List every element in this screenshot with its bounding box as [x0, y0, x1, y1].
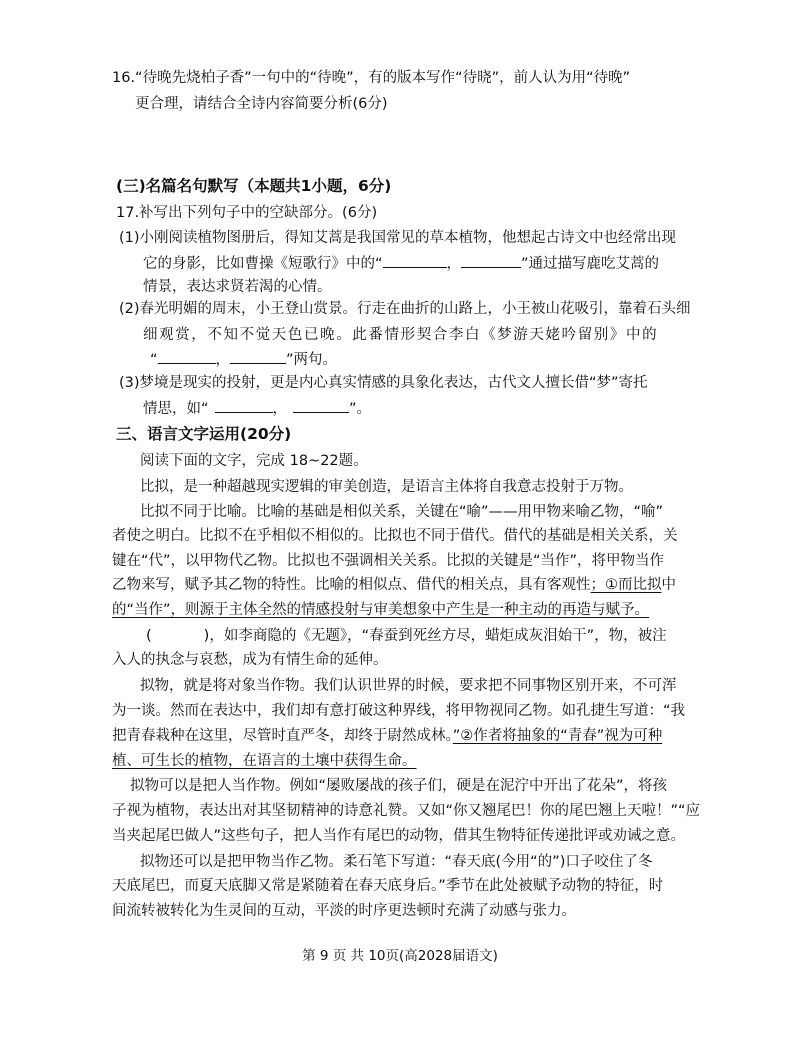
q17-p3-close: ”。	[349, 401, 372, 417]
reading-para2-line4	[112, 575, 676, 595]
reading-para5-line1: 拟物可以是把人当作物。例如“屡败屡战的孩子们，硬是在泥泞中开出了花朵”，将孩	[130, 778, 668, 794]
underlined-sentence-1-start: ；①而比拟	[590, 577, 662, 593]
page-footer: 第 9 页 共 10页(高2028届语文)	[302, 948, 498, 964]
reading-para3-line2: 入人的执念与哀愁，成为有情生命的延伸。	[112, 652, 388, 668]
reading-instruction: 阅读下面的文字，完成 18~22题。	[140, 453, 368, 469]
reading-para5-line2: 子视为植物，表达出对其坚韧精神的诗意礼赞。又如“你又翘尾巴！你的尾巴翘上天啦！”“应	[112, 803, 701, 819]
reading-para4-line4	[112, 751, 417, 771]
q17-p1-line3: 情景，表达求贤若渴的心情。	[143, 279, 332, 295]
reading-para3-line1-text: )，如李商隐的《无题》，“春蚕到死丝方尽，蜡炬成灰泪始干”，物，被注	[203, 628, 667, 644]
q17-p2-line1: (2)春光明媚的周末，小王登山赏景。行走在曲折的山路上，小王被山花吸引，靠着石头细	[119, 301, 691, 317]
reading-para4-line2: 为一谈。然而在表达中，我们却有意打破这种界线，将甲物视同乙物。如孔捷生写道：“我	[112, 703, 686, 719]
q17-p3-line2	[143, 398, 371, 419]
answer-blank-3[interactable]	[158, 349, 216, 364]
reading-para1: 比拟，是一种超越现实逻辑的审美创造，是语言主体将自我意志投射于万物。	[140, 479, 633, 495]
q17-p1-text-a: 它的身影，比如曹操《短歌行》中的“	[143, 256, 383, 272]
q17-p2-line3	[150, 349, 337, 370]
reading-para2-line1: 比拟不同于比喻。比喻的基础是相似关系，关键在“喻”——用甲物来喻乙物，“喻”	[140, 504, 664, 520]
underlined-sentence-2-start: ”②作者将抽象的“青春”视为可种	[452, 728, 663, 744]
reading-para5-line3: 当夹起尾巴做人”这些句子，把人当作有尾巴的动物，借其生物特征传递批评或劝诫之意。	[112, 828, 686, 844]
q17-p2-line2: 细观赏，不知不觉天色已晚。此番情形契合李白《梦游天姥吟留别》中的	[143, 327, 659, 343]
q17-p2-open-quote: “	[150, 352, 158, 368]
answer-blank-2[interactable]	[461, 253, 521, 268]
q17-p1-line1: (1)小刚阅读植物图册后，得知艾蒿是我国常见的草本植物，他想起古诗文中也经常出现	[119, 230, 677, 246]
underlined-sentence-2: 植、可生长的植物，在语言的土壤中获得生命。	[112, 753, 417, 769]
answer-blank-5[interactable]	[215, 398, 273, 413]
reading-para3-line1	[146, 626, 667, 646]
reading-para4-line1: 拟物，就是将对象当作物。我们认识世界的时候，要求把不同事物区别开来，不可浑	[140, 678, 677, 694]
reading-para6-line2: 天底尾巴，而夏天底脚又常是紧随着在春天底身后。”季节在此处被赋予动物的特征，时	[112, 878, 664, 894]
reading-para4-line3-text: 把青春栽种在这里，尽管时直严冬，却终于尉然成林。	[112, 728, 453, 744]
q17-p1-sep: ，	[446, 256, 462, 272]
q17-p2-close: ”两句。	[286, 352, 338, 368]
reading-para2-line5	[112, 600, 649, 620]
q17-p3-sep: ，	[272, 401, 288, 417]
q17-intro: 17.补写出下列句子中的空缺部分。(6分)	[116, 205, 378, 221]
q17-p3-line1: (3)梦境是现实的投射，更是内心真实情感的具象化表达，古代文人擅长借“梦”寄托	[119, 375, 648, 391]
reading-para6-line3: 间流转被转化为生灵间的互动，平淡的时序更迭顿时充满了动感与张力。	[112, 903, 576, 919]
reading-para2-line4-text: 乙物来写，赋予其乙物的特性。比喻的相似点、借代的相关点，具有客观性	[112, 577, 591, 593]
reading-para4-line3	[112, 726, 662, 746]
reading-para6-line1: 拟物还可以是把甲物当作乙物。柔石笔下写道：“春天底(今用“的”)口子咬住了冬	[140, 854, 653, 870]
part3-heading: 三、语言文字运用(20分)	[116, 425, 292, 443]
answer-blank-1[interactable]	[383, 253, 447, 268]
q16-line2: 更合理，请结合全诗内容简要分析(6分)	[135, 96, 388, 112]
q16-line1: 16.“待晚先烧柏子香”一句中的“待晚”，有的版本写作“待晓”，前人认为用“待晚”	[112, 70, 631, 86]
q17-p1-text-b: ”通过描写鹿吃艾蒿的	[521, 256, 660, 272]
reading-para2-line2: 者使之明白。比拟不在乎相似不相似的。比拟也不同于借代。借代的基础是相关关系，关	[112, 528, 678, 544]
reading-para2-line4-end: 中	[661, 577, 676, 593]
answer-paren-open: (	[146, 628, 152, 644]
q17-p1-line2	[143, 253, 659, 274]
answer-blank-6[interactable]	[293, 398, 349, 413]
answer-blank-4[interactable]	[230, 349, 286, 364]
section3-heading: (三)名篇名句默写（本题共1小题，6分)	[116, 177, 392, 195]
q17-p2-sep: ，	[215, 352, 231, 368]
reading-para2-line3: 键在“代”，以甲物代乙物。比拟也不强调相关关系。比拟的关键是“当作”，将甲物当作	[112, 553, 665, 569]
q17-p3-text-a: 情思，如“	[143, 401, 209, 417]
underlined-sentence-1: 的“当作”，则源于主体全然的情感投射与审美想象中产生是一种主动的再造与赋予。	[112, 602, 650, 618]
